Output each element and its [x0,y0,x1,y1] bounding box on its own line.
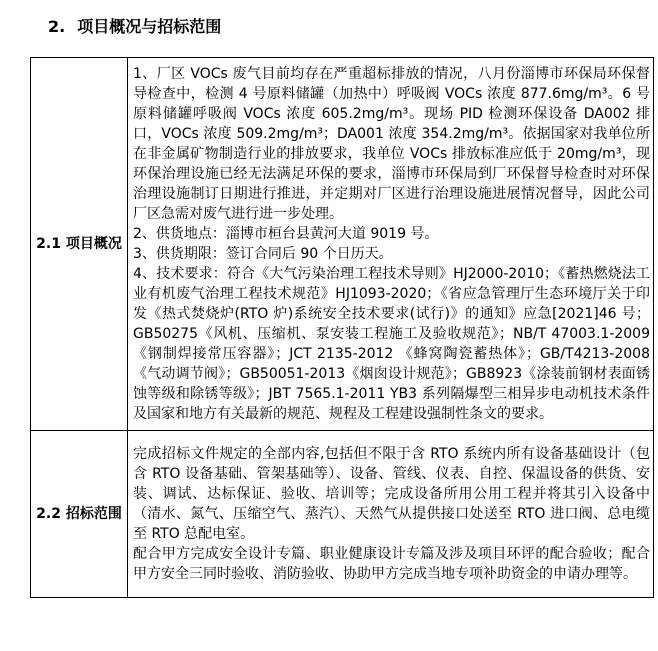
table-row-bidding-scope [31,431,654,598]
page-title [48,14,221,37]
section-title-text: 项目概况与招标范围 [77,17,222,36]
table-row-project-overview [31,58,654,431]
project-overview-table [30,57,654,598]
paragraph-technical-requirements: 4、技术要求：符合《大气污染治理工程技术导则》HJ2000-2010；《蓄热燃烧法工业有机废气治理工程技术规范》HJ1093-2020；《省应急管理厅生态环境厅关于印发《热式焚烧炉(RTO 炉)系统安全技术要求(试行)》的通知》应急[2021]46 号；GB50275《风机、压缩机、泵安装工程施工及验收规范》；NB/T 47003.1-2009《钢制焊接常压容器》；JCT 2135-2012 《蜂窝陶瓷蓄热体》；GB/T4213-2008《气动调节阀》；GB50051-2013《烟囱设计规范》；GB8923《涂装前钢材表面锈蚀等级和除锈等级》；JBT 7565.1-2011 YB3 系列隔爆型三相异步电动机技术条件及国家和地方有关最新的规范、规程及工程建设强制性条文的要求。 [133,265,650,422]
paragraph-delivery-deadline: 3、供货期限：签订合同后 90 个日历天。 [133,245,393,262]
paragraph-scope-of-work: 完成招标文件规定的全部内容,包括但不限于含 RTO 系统内所有设备基础设计（包含 RTO 设备基础、管架基础等）、设备、管线、仪表、自控、保温设备的供货、安装、调试、达标保证、验收、培训等；完成设备所用公用工程并将其引入设备中（清水、氮气、压缩空气、蒸汽）、天然气从提供接口处送至 RTO 进口阀、总电缆至 RTO 总配电室。 [133,445,650,542]
section-number: 2. [48,17,66,36]
row-content-bidding-scope [128,431,654,598]
row-label-project-overview: 2.1 项目概况 [31,58,128,431]
paragraph-cooperation-items: 配合甲方完成安全设计专篇、职业健康设计专篇及涉及项目环评的配合验收；配合甲方安全三同时验收、消防验收、协助甲方完成当地专项补助资金的申请办理等。 [133,545,650,582]
paragraph-vocs-situation: 1、厂区 VOCs 废气目前均存在严重超标排放的情况，八月份淄博市环保局环保督导检查中，检测 4 号原料储罐（加热中）呼吸阀 VOCs 浓度 877.6mg/m³。6 号原料储罐呼吸阀 VOCs 浓度 605.2mg/m³。现场 PID 检测环保设备 DA002 排口，VOCs 浓度 509.2mg/m³；DA001 浓度 354.2mg/m³。依据国家对我单位所在非金属矿物制造行业的排放要求，我单位 VOCs 排放标准应低于 20mg/m³，现环保治理设施已经无法满足环保的要求，淄博市环保局到厂环保督导检查时对环保治理设施制订日期进行推进，并定期对厂区进行治理设施进展情况督导，因此公司厂区急需对废气进行进一步处理。 [133,65,650,222]
paragraph-delivery-location: 2、供货地点：淄博市桓台县黄河大道 9019 号。 [133,225,439,242]
row-content-project-overview [128,58,654,431]
row-label-bidding-scope: 2.2 招标范围 [31,431,128,598]
